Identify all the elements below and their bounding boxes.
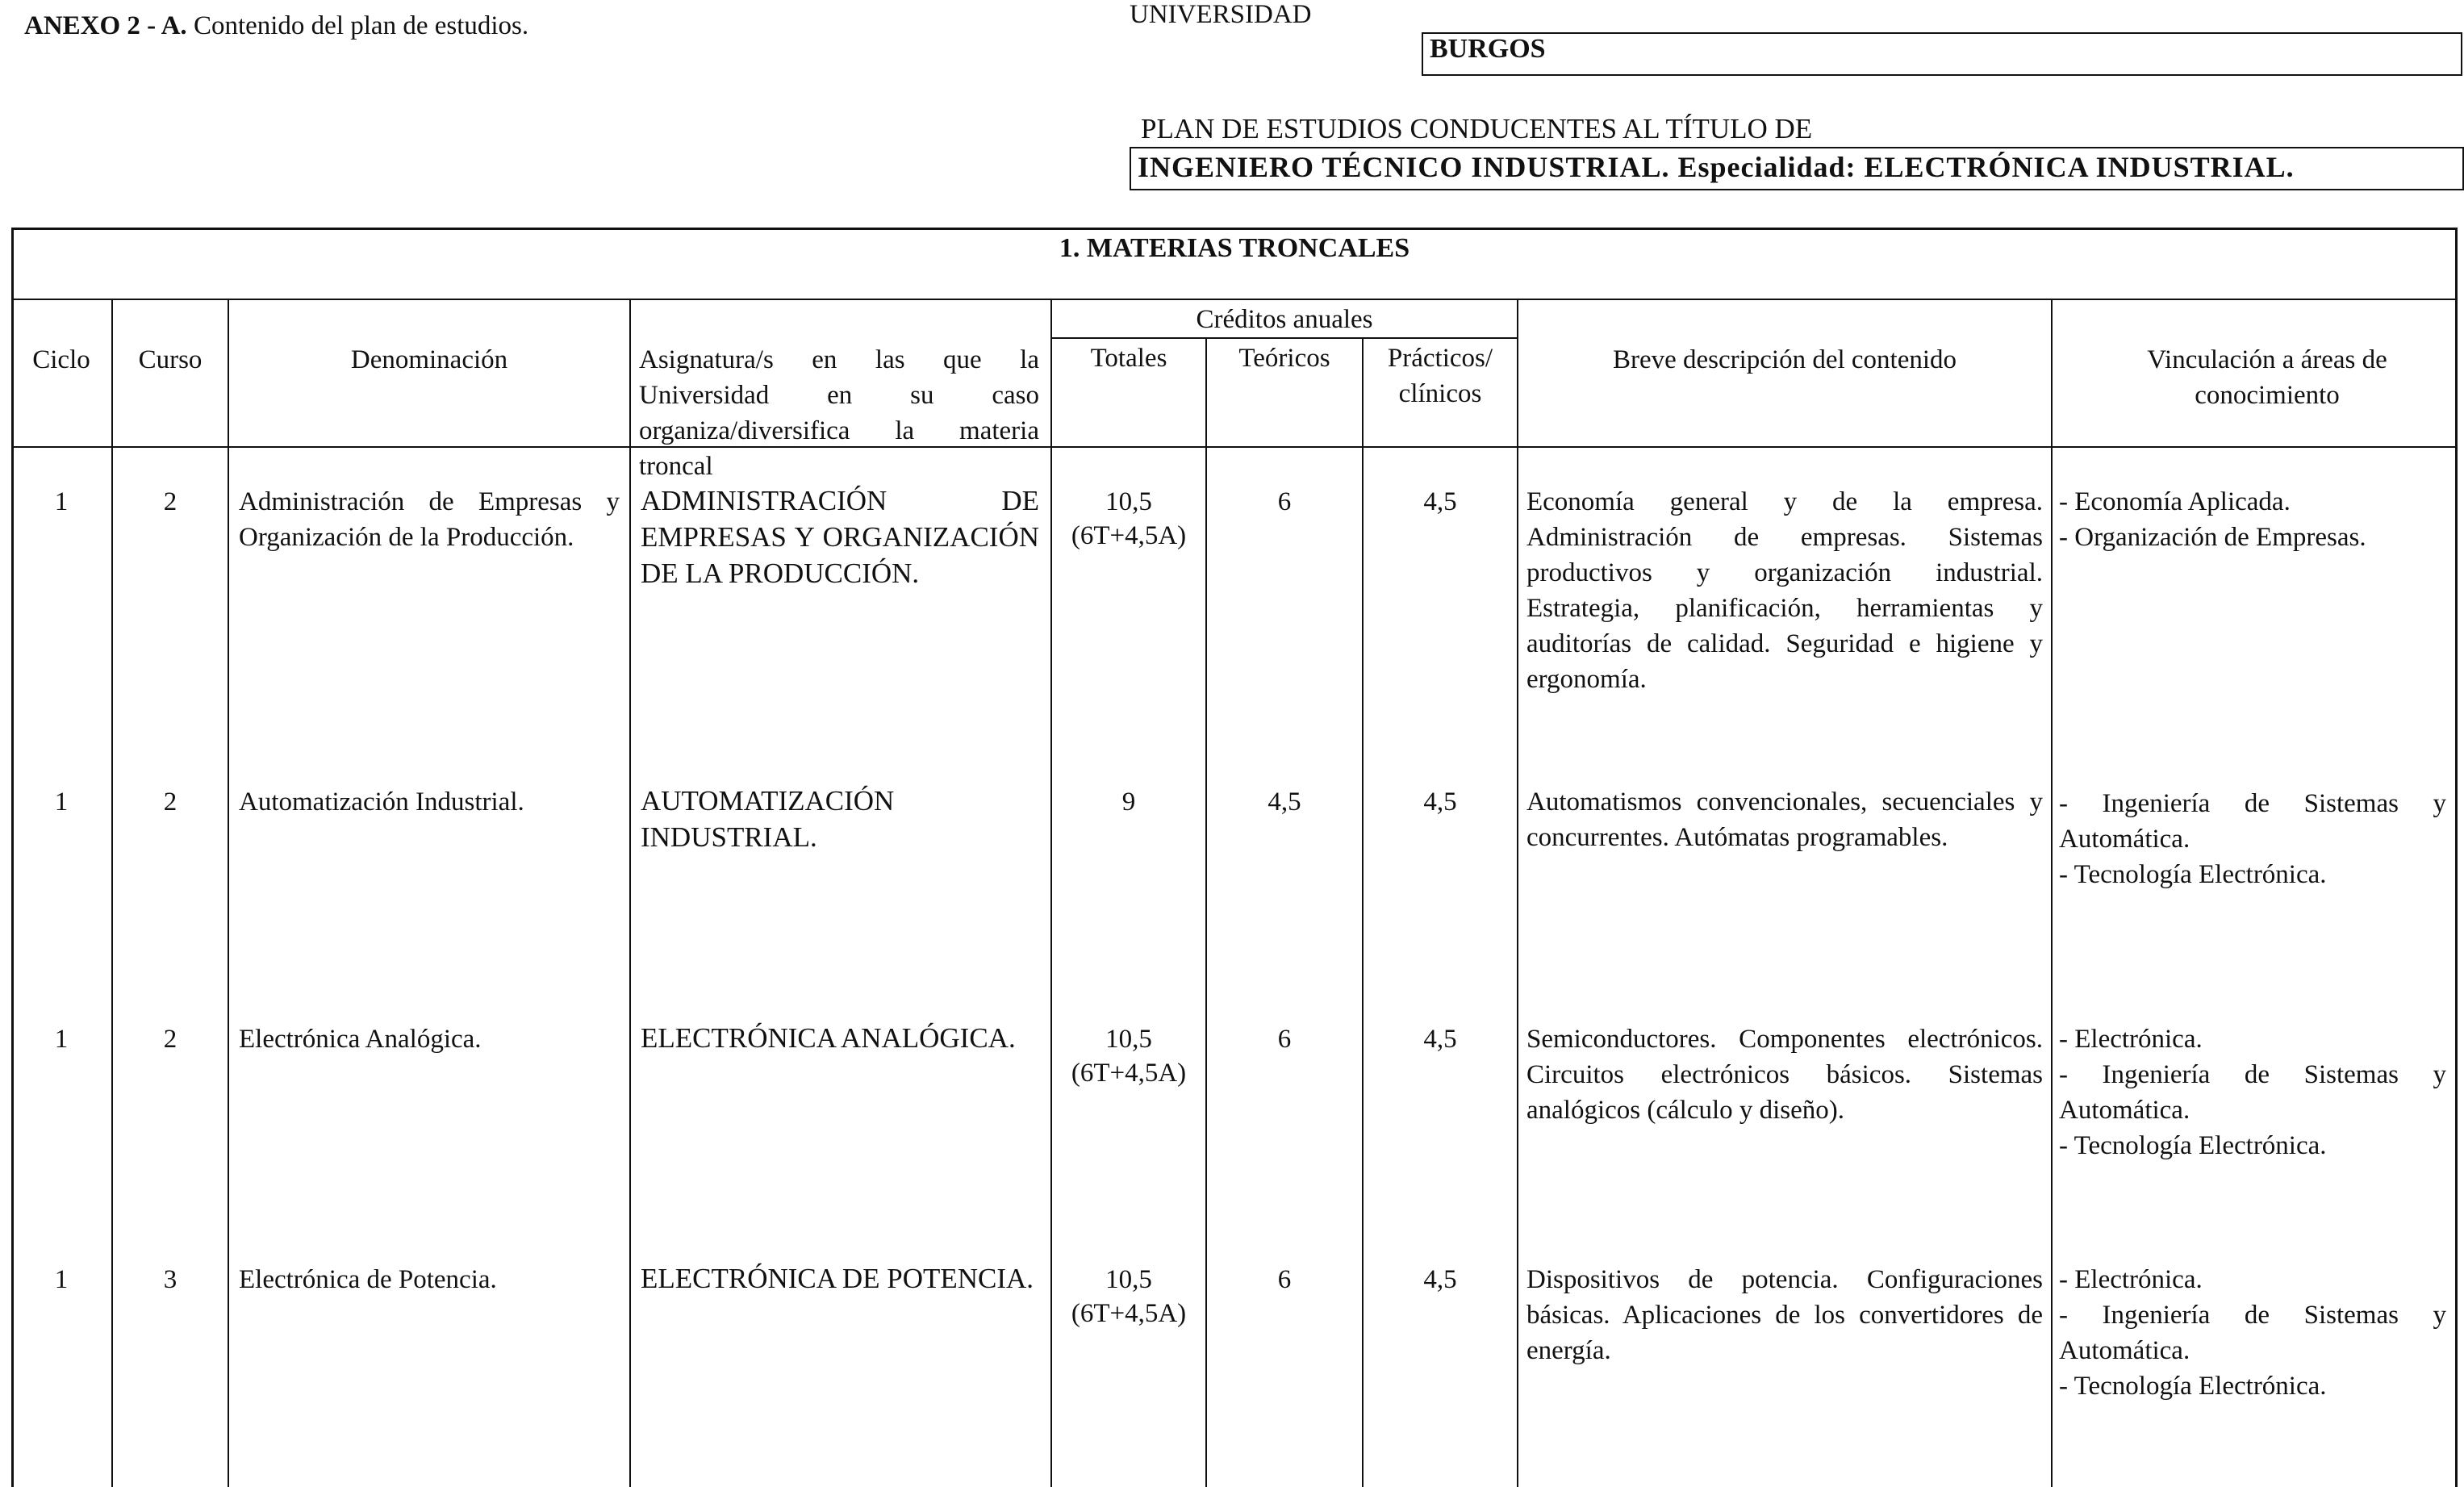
- cell-descripcion: Dispositivos de potencia. Configuraciones básicas. Aplicaciones de los convertidores de energía.: [1526, 1265, 2043, 1365]
- cell-descripcion: Semiconductores. Componentes electrónicos. Circuitos electrónicos básicos. Sistemas analógicos (cálculo y diseño).: [1526, 1025, 2043, 1125]
- cell-descripcion: Automatismos convencionales, secuenciales y concurrentes. Autómatas programables.: [1526, 787, 2043, 852]
- university-box: [1422, 32, 2462, 76]
- cell-descripcion: Economía general y de la empresa. Administración de empresas. Sistemas productivos y organización industrial. Estrategia, planificación, herramientas y auditorías de calidad. Seguridad e higiene y ergonomía.: [1526, 487, 2043, 694]
- header-practicos: Prácticos/ clínicos: [1387, 344, 1493, 408]
- university-label: UNIVERSIDAD: [1130, 0, 1312, 29]
- cell-vinculacion-3: - Tecnología Electrónica.: [2059, 1131, 2327, 1160]
- cell-practicos: 4,5: [1423, 487, 1457, 516]
- cell-curso: 3: [163, 1265, 177, 1294]
- cell-asignatura: AUTOMATIZACIÓN INDUSTRIAL.: [641, 785, 895, 853]
- cell-asignatura: ADMINISTRACIÓN DE EMPRESAS Y ORGANIZACIÓN DE LA PRODUCCIÓN.: [641, 485, 1039, 589]
- header-descripcion: Breve descripción del contenido: [1612, 345, 1957, 374]
- degree-title: INGENIERO TÉCNICO INDUSTRIAL. Especialidad: ELECTRÓNICA INDUSTRIAL.: [1138, 151, 2295, 183]
- cell-curso: 2: [163, 787, 177, 817]
- header-asignatura: Asignatura/s en las que la Universidad en su caso organiza/diversifica la materia troncal: [639, 345, 1039, 481]
- cell-curso: 2: [163, 487, 177, 516]
- col-line-3: [629, 300, 631, 1487]
- cell-ciclo: 1: [54, 787, 69, 817]
- header-denominacion: Denominación: [350, 345, 508, 374]
- header-curso: Curso: [138, 345, 203, 374]
- cell-vinculacion-1: - Economía Aplicada.: [2059, 487, 2291, 516]
- annex-heading: [24, 11, 528, 41]
- cell-practicos: 4,5: [1423, 787, 1457, 817]
- table-border-right: [2455, 228, 2458, 1487]
- plan-label: PLAN DE ESTUDIOS CONDUCENTES AL TÍTULO DE: [1141, 113, 1813, 144]
- cell-totales-detail: (6T+4,5A): [1071, 1299, 1187, 1328]
- table-border-top: [11, 228, 2458, 230]
- col-line-8: [2051, 300, 2053, 1487]
- cell-totales-detail: (6T+4,5A): [1071, 521, 1187, 550]
- cell-totales: 10,5: [1105, 1025, 1152, 1054]
- cell-curso: 2: [163, 1025, 177, 1054]
- cell-vinculacion-2: - Tecnología Electrónica.: [2059, 860, 2327, 889]
- header-creditos: Créditos anuales: [1196, 305, 1373, 334]
- cell-vinculacion-1: - Ingeniería de Sistemas y Automática.: [2059, 789, 2446, 854]
- header-teoricos: Teóricos: [1238, 344, 1330, 373]
- cell-asignatura: ELECTRÓNICA DE POTENCIA.: [641, 1263, 1034, 1294]
- annex-label: ANEXO 2 - A.: [24, 11, 187, 40]
- cell-teoricos: 6: [1277, 1265, 1292, 1294]
- cell-vinculacion-2: - Ingeniería de Sistemas y Automática.: [2059, 1060, 2446, 1125]
- cell-ciclo: 1: [54, 487, 69, 516]
- cell-teoricos: 6: [1277, 1025, 1292, 1054]
- cell-totales: 9: [1121, 787, 1136, 817]
- cell-totales: 10,5: [1105, 1265, 1152, 1294]
- cell-teoricos: 4,5: [1267, 787, 1301, 817]
- header-totales: Totales: [1090, 344, 1167, 373]
- col-line-7: [1517, 300, 1518, 1487]
- cell-vinculacion-2: - Organización de Empresas.: [2059, 523, 2366, 552]
- credits-divider: [1050, 337, 1517, 339]
- cell-denominacion: Administración de Empresas y Organización de la Producción.: [239, 487, 620, 552]
- cell-totales: 10,5: [1105, 487, 1152, 516]
- header-ciclo: Ciclo: [32, 345, 90, 374]
- cell-practicos: 4,5: [1423, 1025, 1457, 1054]
- col-line-1: [111, 300, 113, 1487]
- cell-totales-detail: (6T+4,5A): [1071, 1059, 1187, 1088]
- cell-vinculacion-3: - Tecnología Electrónica.: [2059, 1372, 2327, 1401]
- cell-ciclo: 1: [54, 1025, 69, 1054]
- university-value: BURGOS: [1430, 34, 1546, 64]
- section-title: 1. MATERIAS TRONCALES: [1059, 233, 1410, 263]
- section-divider: [11, 299, 2458, 300]
- col-line-2: [228, 300, 229, 1487]
- cell-vinculacion-1: - Electrónica.: [2059, 1265, 2203, 1294]
- header-vinculacion: Vinculación a áreas de conocimiento: [2147, 345, 2387, 410]
- annex-text: Contenido del plan de estudios.: [193, 11, 529, 40]
- table-border-left: [11, 228, 14, 1487]
- cell-ciclo: 1: [54, 1265, 69, 1294]
- cell-denominacion: Automatización Industrial.: [239, 787, 524, 817]
- cell-denominacion: Electrónica Analógica.: [239, 1025, 482, 1054]
- header-divider: [11, 446, 2458, 448]
- cell-teoricos: 6: [1277, 487, 1292, 516]
- cell-vinculacion-1: - Electrónica.: [2059, 1025, 2203, 1054]
- cell-asignatura: ELECTRÓNICA ANALÓGICA.: [641, 1022, 1016, 1054]
- cell-practicos: 4,5: [1423, 1265, 1457, 1294]
- cell-denominacion: Electrónica de Potencia.: [239, 1265, 497, 1294]
- cell-vinculacion-2: - Ingeniería de Sistemas y Automática.: [2059, 1301, 2446, 1365]
